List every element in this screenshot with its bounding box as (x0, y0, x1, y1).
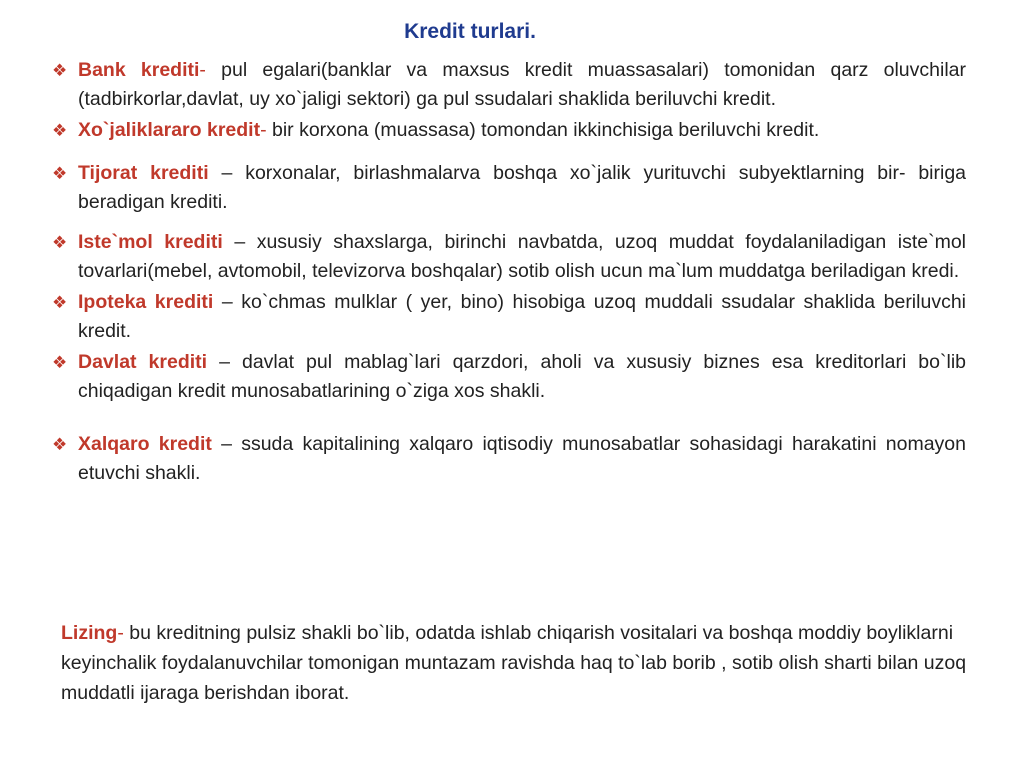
term-definition: – korxonalar, birlashmalarva boshqa xo`jalik yurituvchi subyektlarning bir- biriga beradigan krediti. (78, 162, 967, 213)
diamond-bullet-icon: ❖ (52, 435, 68, 454)
diamond-bullet-icon: ❖ (52, 61, 68, 80)
closing-term-label: Lizing (61, 622, 118, 644)
term-label: Davlat krediti (78, 351, 208, 373)
definition-list (50, 56, 966, 488)
term-definition: bir korxona (muassasa) tomondan ikkinchisiga beriluvchi kredit. (266, 119, 820, 141)
closing-paragraph (61, 618, 971, 708)
term-label: Bank krediti (78, 59, 200, 81)
term-separator: - (260, 119, 267, 141)
term-definition: – xususiy shaxslarga, birinchi navbatda, uzoq muddat foydalaniladigan iste`mol tovarlari(mebel, avtomobil, televizorva boshqalar) sotib olish ucun ma`lum muddatga beriladigan kredi. (78, 231, 967, 282)
list-item (50, 56, 966, 114)
term-separator: - (199, 59, 206, 81)
diamond-bullet-icon: ❖ (52, 293, 68, 312)
term-definition: – ko`chmas mulklar ( yer, bino) hisobiga uzoq muddali ssudalar shaklida beriluvchi kredit. (78, 291, 966, 342)
closing-term-separator: - (117, 622, 124, 644)
term-label: Iste`mol krediti (78, 231, 223, 253)
term-label: Xalqaro kredit (78, 433, 212, 455)
term-label: Tijorat krediti (78, 162, 209, 184)
list-item (50, 430, 966, 488)
diamond-bullet-icon: ❖ (52, 353, 68, 372)
list-item (50, 116, 966, 145)
diamond-bullet-icon: ❖ (52, 121, 68, 140)
list-item (50, 228, 966, 286)
diamond-bullet-icon: ❖ (52, 164, 68, 183)
diamond-bullet-icon: ❖ (52, 233, 68, 252)
term-definition: – davlat pul mablag`lari qarzdori, aholi va xususiy biznes esa kreditorlari bo`lib chiqadigan kredit munosabatlarining o`ziga xos shakli. (78, 351, 966, 402)
term-definition: – ssuda kapitalining xalqaro iqtisodiy munosabatlar sohasidagi harakatini nomayon etuvchi shakli. (78, 433, 966, 484)
closing-definition: bu kreditning pulsiz shakli bo`lib, odatda ishlab chiqarish vositalari va boshqa moddiy boyliklarni keyinchalik foydalanuvchilar tomonigan muntazam ravishda haq to`lab borib , sotib olish sharti bilan uzoq muddatli ijaraga berishdan iborat. (61, 622, 967, 704)
slide-title: Kredit turlari. (404, 20, 536, 43)
list-item (50, 159, 966, 217)
list-item (50, 348, 966, 406)
term-label: Xo`jaliklararo kredit (78, 119, 261, 141)
term-definition: pul egalari(banklar va maxsus kredit muassasalari) tomonidan qarz oluvchilar (tadbirkorlar,davlat, uy xo`jaligi sektori) ga pul ssudalari shaklida beriluvchi kredit. (78, 59, 966, 110)
term-label: Ipoteka krediti (78, 291, 214, 313)
list-item (50, 288, 966, 346)
